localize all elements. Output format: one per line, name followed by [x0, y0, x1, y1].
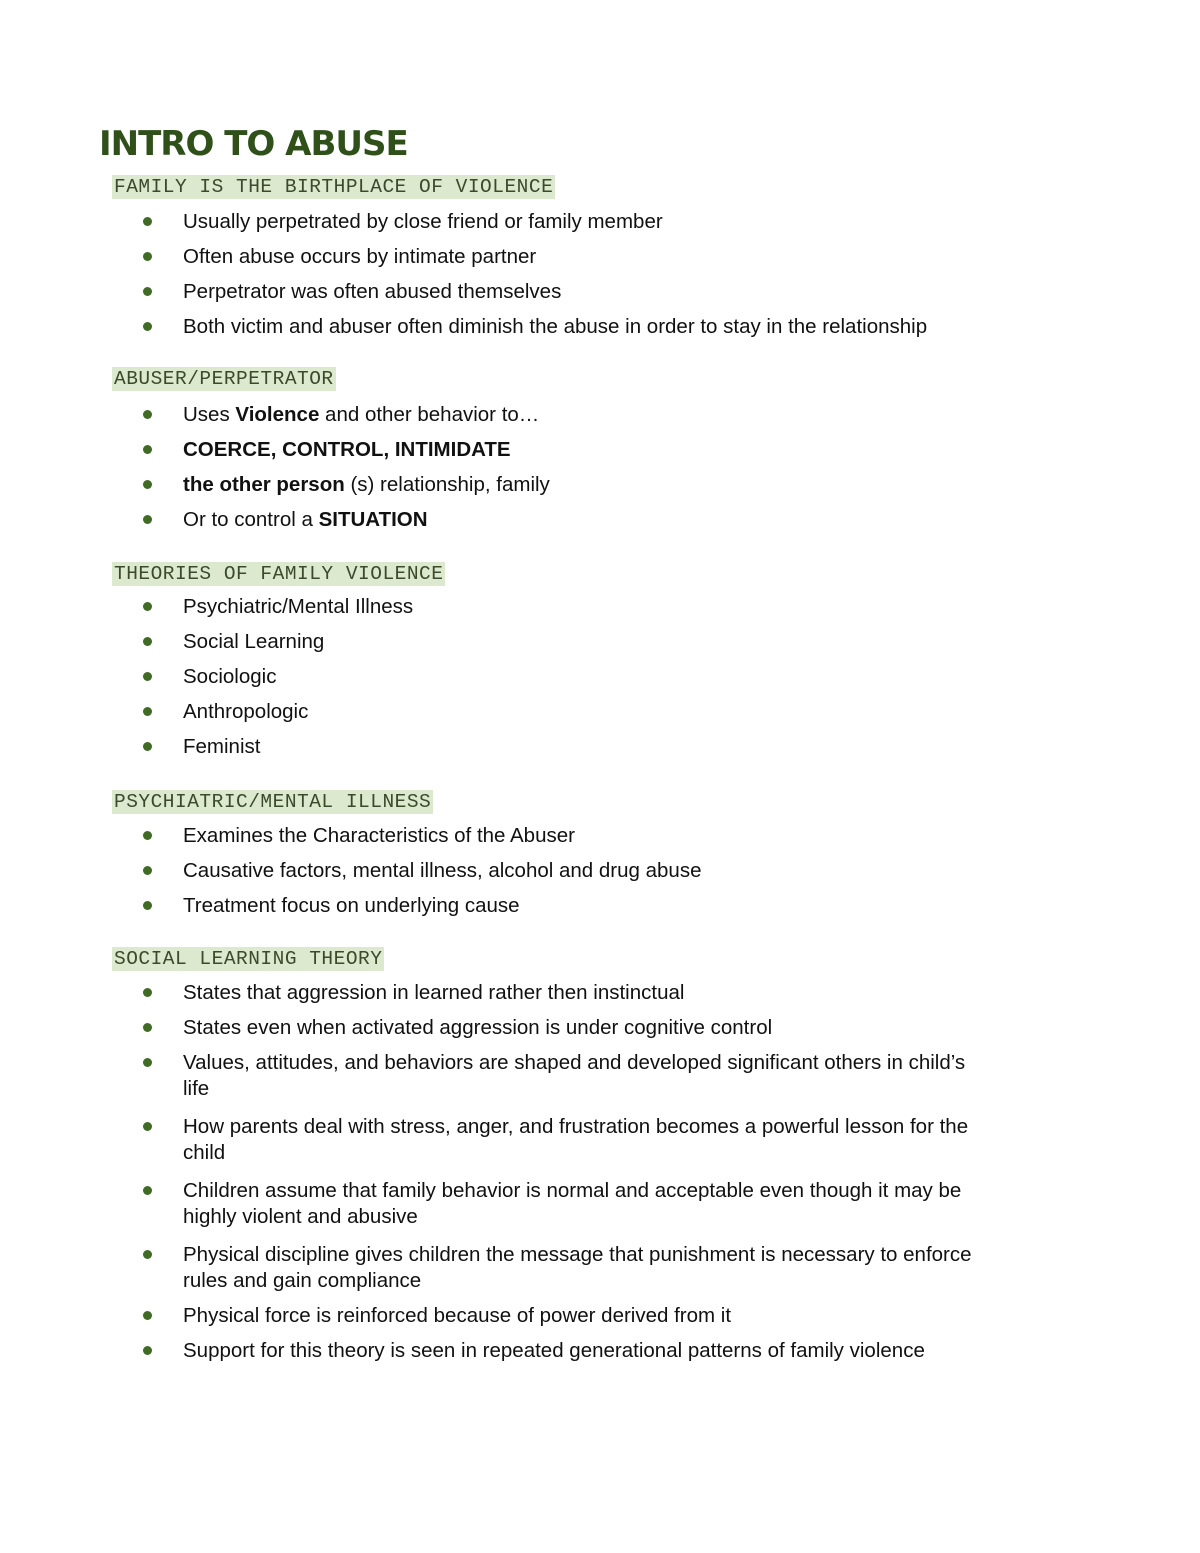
bullet-icon	[143, 831, 152, 840]
bullet-icon	[143, 672, 152, 681]
bullet-icon	[143, 707, 152, 716]
list-item: Support for this theory is seen in repeated generational patterns of family violence	[0, 1338, 983, 1364]
list-item: Children assume that family behavior is normal and acceptable even though it may be highly violent and abusive	[0, 1178, 983, 1230]
section-heading-psychiatric: PSYCHIATRIC/MENTAL ILLNESS	[114, 791, 432, 813]
section-heading-theories: THEORIES OF FAMILY VIOLENCE	[114, 563, 444, 585]
section-list-social-learning	[0, 980, 983, 1364]
list-item: Sociologic	[0, 664, 983, 690]
list-item: Feminist	[0, 734, 983, 760]
bullet-icon	[143, 742, 152, 751]
bullet-icon	[143, 1122, 152, 1131]
section-list-family-birthplace	[0, 209, 983, 340]
document-title: INTRO TO ABUSE	[99, 124, 408, 164]
list-item: Treatment focus on underlying cause	[0, 893, 983, 919]
bullet-icon	[143, 480, 152, 489]
list-item: Values, attitudes, and behaviors are shaped and developed significant others in child’s life	[0, 1050, 983, 1102]
list-item: Physical force is reinforced because of power derived from it	[0, 1303, 983, 1329]
list-item: COERCE, CONTROL, INTIMIDATE	[0, 437, 983, 463]
bullet-icon	[143, 1346, 152, 1355]
bullet-icon	[143, 1023, 152, 1032]
bullet-icon	[143, 1186, 152, 1195]
section-list-psychiatric	[0, 823, 983, 919]
list-item: States that aggression in learned rather then instinctual	[0, 980, 983, 1006]
bullet-icon	[143, 322, 152, 331]
bullet-icon	[143, 901, 152, 910]
list-item: Examines the Characteristics of the Abuser	[0, 823, 983, 849]
section-list-theories	[0, 594, 983, 760]
bullet-icon	[143, 445, 152, 454]
list-item: How parents deal with stress, anger, and frustration becomes a powerful lesson for the child	[0, 1114, 983, 1166]
bullet-icon	[143, 217, 152, 226]
bullet-icon	[143, 515, 152, 524]
bullet-icon	[143, 988, 152, 997]
bullet-icon	[143, 602, 152, 611]
bullet-icon	[143, 637, 152, 646]
list-item: Or to control a SITUATION	[0, 507, 983, 533]
section-heading-abuser: ABUSER/PERPETRATOR	[114, 368, 334, 390]
list-item: Uses Violence and other behavior to…	[0, 402, 983, 428]
bullet-icon	[143, 287, 152, 296]
list-item: Social Learning	[0, 629, 983, 655]
bullet-icon	[143, 410, 152, 419]
bullet-icon	[143, 1250, 152, 1259]
list-item: Both victim and abuser often diminish the abuse in order to stay in the relationship	[0, 314, 983, 340]
section-list-abuser	[0, 402, 983, 533]
list-item: Usually perpetrated by close friend or family member	[0, 209, 983, 235]
bullet-icon	[143, 252, 152, 261]
list-item: Anthropologic	[0, 699, 983, 725]
list-item: Perpetrator was often abused themselves	[0, 279, 983, 305]
list-item: Causative factors, mental illness, alcohol and drug abuse	[0, 858, 983, 884]
list-item: Physical discipline gives children the message that punishment is necessary to enforce rules and gain compliance	[0, 1242, 983, 1294]
section-heading-social-learning: SOCIAL LEARNING THEORY	[114, 948, 383, 970]
list-item: States even when activated aggression is under cognitive control	[0, 1015, 983, 1041]
list-item: Often abuse occurs by intimate partner	[0, 244, 983, 270]
section-heading-family-birthplace: FAMILY IS THE BIRTHPLACE OF VIOLENCE	[114, 176, 554, 198]
bullet-icon	[143, 866, 152, 875]
list-item: the other person (s) relationship, family	[0, 472, 983, 498]
bullet-icon	[143, 1311, 152, 1320]
bullet-icon	[143, 1058, 152, 1067]
list-item: Psychiatric/Mental Illness	[0, 594, 983, 620]
